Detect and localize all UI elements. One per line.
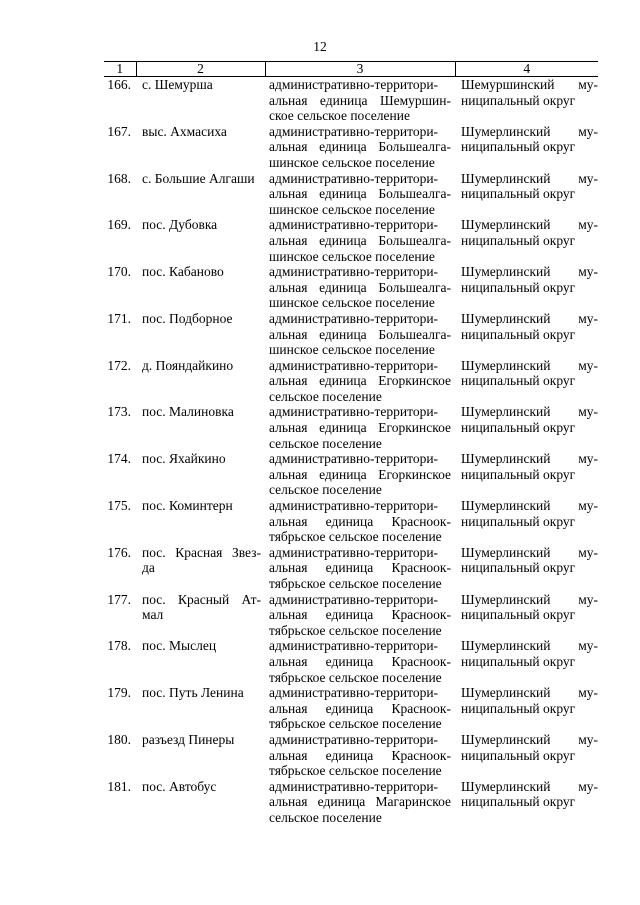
table-row: [104, 404, 598, 451]
column-header-4: 4: [455, 62, 598, 77]
table-row: [104, 779, 598, 826]
municipal-district: Шумерлинский му-ниципальный округ: [461, 544, 598, 576]
settlement-name: пос. Малиновка: [142, 404, 234, 420]
settlement-name: с. Большие Алгаши: [142, 170, 255, 186]
table-row: [104, 732, 598, 779]
municipal-district: Шумерлинский му-ниципальный округ: [461, 310, 598, 342]
municipal-district: Шумерлинский му-ниципальный округ: [461, 264, 598, 295]
row-number: 181.: [107, 778, 131, 794]
row-number: 170.: [107, 264, 131, 280]
territorial-unit: административно-территори-альная единица Большеалга-шинское сельское поселение: [269, 217, 451, 264]
settlement-name: с. Шемурша: [142, 77, 213, 92]
table-row: [104, 217, 598, 264]
territorial-unit: административно-территори-альная единица Красноок-тябрьское сельское поселение: [269, 638, 451, 685]
table-row: [104, 638, 598, 685]
settlement-name: разъезд Пинеры: [142, 731, 235, 747]
row-number: 169.: [107, 217, 131, 233]
territorial-unit: административно-территори-альная единица Большеалга-шинское сельское поселение: [269, 170, 451, 217]
settlement-name: пос. Красный Ат-мал: [142, 591, 261, 623]
table-row: [104, 451, 598, 498]
territorial-unit: административно-территори-альная единица Шемуршин-ское сельское поселение: [269, 77, 451, 124]
table-row: [104, 592, 598, 639]
municipal-district: Шумерлинский му-ниципальный округ: [461, 123, 598, 155]
table-row: [104, 498, 598, 545]
territorial-unit: административно-территори-альная единица Егоркинское сельское поселение: [269, 404, 451, 451]
settlement-name: пос. Кабаново: [142, 264, 224, 280]
settlement-name: пос. Мыслец: [142, 638, 217, 654]
column-header-2: 2: [136, 62, 265, 77]
column-header-3: 3: [265, 62, 455, 77]
territorial-unit: административно-территори-альная единица Большеалга-шинское сельское поселение: [269, 123, 451, 170]
municipal-district: Шумерлинский му-ниципальный округ: [461, 591, 598, 623]
municipal-district: Шумерлинский му-ниципальный округ: [461, 778, 598, 810]
row-number: 175.: [107, 498, 131, 514]
settlement-name: пос. Красная Звез-да: [142, 544, 261, 576]
table-header-row: [104, 62, 598, 77]
table-row: [104, 311, 598, 358]
municipal-district: Шумерлинский му-ниципальный округ: [461, 404, 598, 436]
territorial-unit: административно-территори-альная единица Красноок-тябрьское сельское поселение: [269, 544, 451, 591]
settlement-name: пос. Яхайкино: [142, 451, 226, 467]
row-number: 167.: [107, 123, 131, 139]
municipal-district: Шумерлинский му-ниципальный округ: [461, 638, 598, 669]
table-row: [104, 77, 598, 124]
column-header-1: 1: [104, 62, 136, 77]
territorial-unit: административно-территори-альная единица Большеалга-шинское сельское поселение: [269, 264, 451, 311]
row-number: 166.: [107, 77, 131, 92]
territorial-unit: административно-территори-альная единица Красноок-тябрьское сельское поселение: [269, 731, 451, 779]
settlement-name: пос. Коминтерн: [142, 498, 233, 514]
settlement-name: пос. Дубовка: [142, 217, 218, 233]
municipal-district: Шумерлинский му-ниципальный округ: [461, 451, 598, 482]
settlements-table: [104, 61, 598, 826]
row-number: 177.: [107, 591, 131, 607]
settlement-name: пос. Подборное: [142, 310, 233, 326]
settlement-name: пос. Путь Ленина: [142, 685, 244, 701]
table-row: [104, 545, 598, 592]
page-number: 12: [313, 39, 327, 54]
row-number: 180.: [107, 731, 131, 747]
settlement-name: д. Пояндайкино: [142, 357, 234, 373]
territorial-unit: административно-территори-альная единица Егоркинское сельское поселение: [269, 451, 451, 498]
row-number: 172.: [107, 357, 131, 373]
municipal-district: Шумерлинский му-ниципальный округ: [461, 685, 598, 716]
row-number: 178.: [107, 638, 131, 654]
municipal-district: Шемуршинский му-ниципальный округ: [461, 77, 598, 108]
municipal-district: Шумерлинский му-ниципальный округ: [461, 170, 598, 202]
row-number: 171.: [107, 310, 131, 326]
municipal-district: Шумерлинский му-ниципальный округ: [461, 357, 598, 389]
row-number: 168.: [107, 170, 131, 186]
territorial-unit: административно-территори-альная единица Магаринское сельское поселение: [269, 778, 451, 825]
territorial-unit: административно-территори-альная единица Красноок-тябрьское сельское поселение: [269, 498, 451, 545]
table-row: [104, 124, 598, 171]
table-row: [104, 264, 598, 311]
territorial-unit: административно-территори-альная единица Красноок-тябрьское сельское поселение: [269, 685, 451, 732]
municipal-district: Шумерлинский му-ниципальный округ: [461, 731, 598, 763]
row-number: 173.: [107, 404, 131, 420]
row-number: 176.: [107, 544, 131, 560]
settlement-name: пос. Автобус: [142, 778, 217, 794]
table-row: [104, 171, 598, 218]
municipal-district: Шумерлинский му-ниципальный округ: [461, 217, 598, 248]
municipal-district: Шумерлинский му-ниципальный округ: [461, 498, 598, 529]
row-number: 179.: [107, 685, 131, 701]
territorial-unit: административно-территори-альная единица Большеалга-шинское сельское поселение: [269, 310, 451, 358]
table-row: [104, 358, 598, 405]
territorial-unit: административно-территори-альная единица Красноок-тябрьское сельское поселение: [269, 591, 451, 638]
row-number: 174.: [107, 451, 131, 467]
territorial-unit: административно-территори-альная единица Егоркинское сельское поселение: [269, 357, 451, 404]
settlement-name: выс. Ахмасиха: [142, 123, 227, 139]
table-row: [104, 685, 598, 732]
